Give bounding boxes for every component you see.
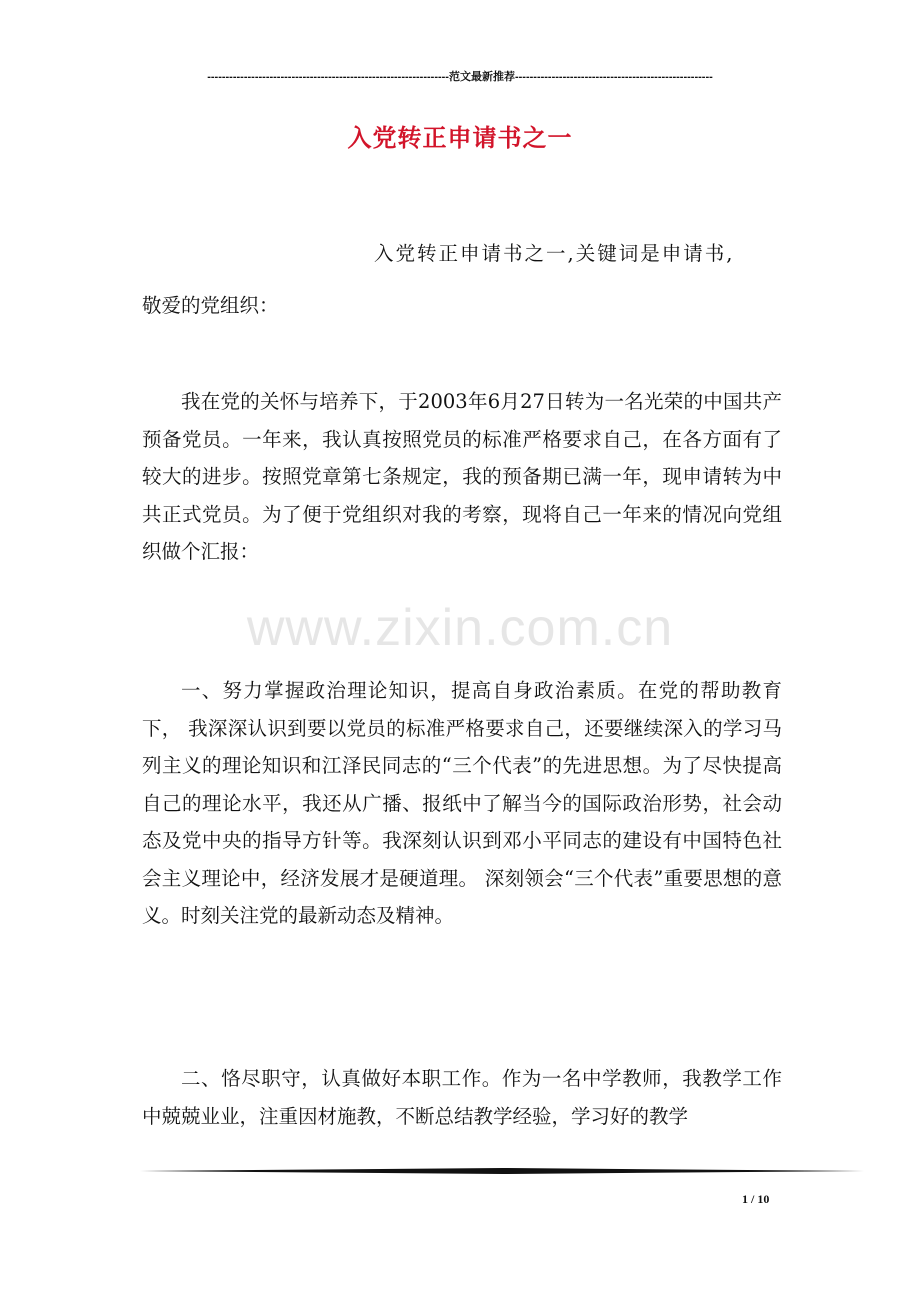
document-title: 入党转正申请书之一 bbox=[347, 124, 573, 152]
paragraph-section-one: 一、努力掌握政治理论知识，提高自身政治素质。在党的帮助教育下， 我深深认识到要以党员的标准严格要求自己，还要继续深入的学习马列主义的理论知识和江泽民同志的“三个代表”的先进思想。为了尽快提高自己的理论水平，我还从广播、报纸中了解当今的国际政治形势，社会动态及党中央的指导方针等。我深刻认识到邓小平同志的建设有中国特色社会主义理论中，经济发展才是硬道理。 深刻领会“三个代表”重要思想的意义。时刻关注党的最新动态及精神。 bbox=[142, 679, 782, 927]
page-header bbox=[140, 68, 780, 86]
document-subtitle: 入党转正申请书之一,关键词是申请书, bbox=[374, 242, 735, 265]
paragraph-intro: 我在党的关怀与培养下，于2003年6月27日转为一名光荣的中国共产预备党员。一年来，我认真按照党员的标准严格要求自己，在各方面有了较大的进步。按照党章第七条规定，我的预备期已满一年，现申请转为中共正式党员。为了便于党组织对我的考察，现将自己一年来的情况向党组织做个汇报： bbox=[142, 390, 782, 563]
paragraph-section-two: 二、恪尽职守，认真做好本职工作。作为一名中学教师，我教学工作中兢兢业业，注重因材施教，不断总结教学经验，学习好的教学 bbox=[142, 1067, 782, 1128]
paragraph-3-block bbox=[142, 1060, 782, 1135]
footer-rule bbox=[140, 1168, 864, 1174]
salutation: 敬爱的党组织： bbox=[142, 294, 279, 317]
header-label: 范文最新推荐 bbox=[448, 71, 515, 83]
page-number: 1 / 10 bbox=[742, 1192, 770, 1206]
paragraph-2-block bbox=[142, 672, 782, 935]
header-dashes-left: ------------------------------------------------------------------ bbox=[207, 71, 449, 83]
paragraph-1-block bbox=[142, 383, 782, 571]
header-dashes-right: ------------------------------------------------------ bbox=[514, 71, 713, 83]
watermark: www.zixin.com.cn bbox=[246, 599, 674, 657]
